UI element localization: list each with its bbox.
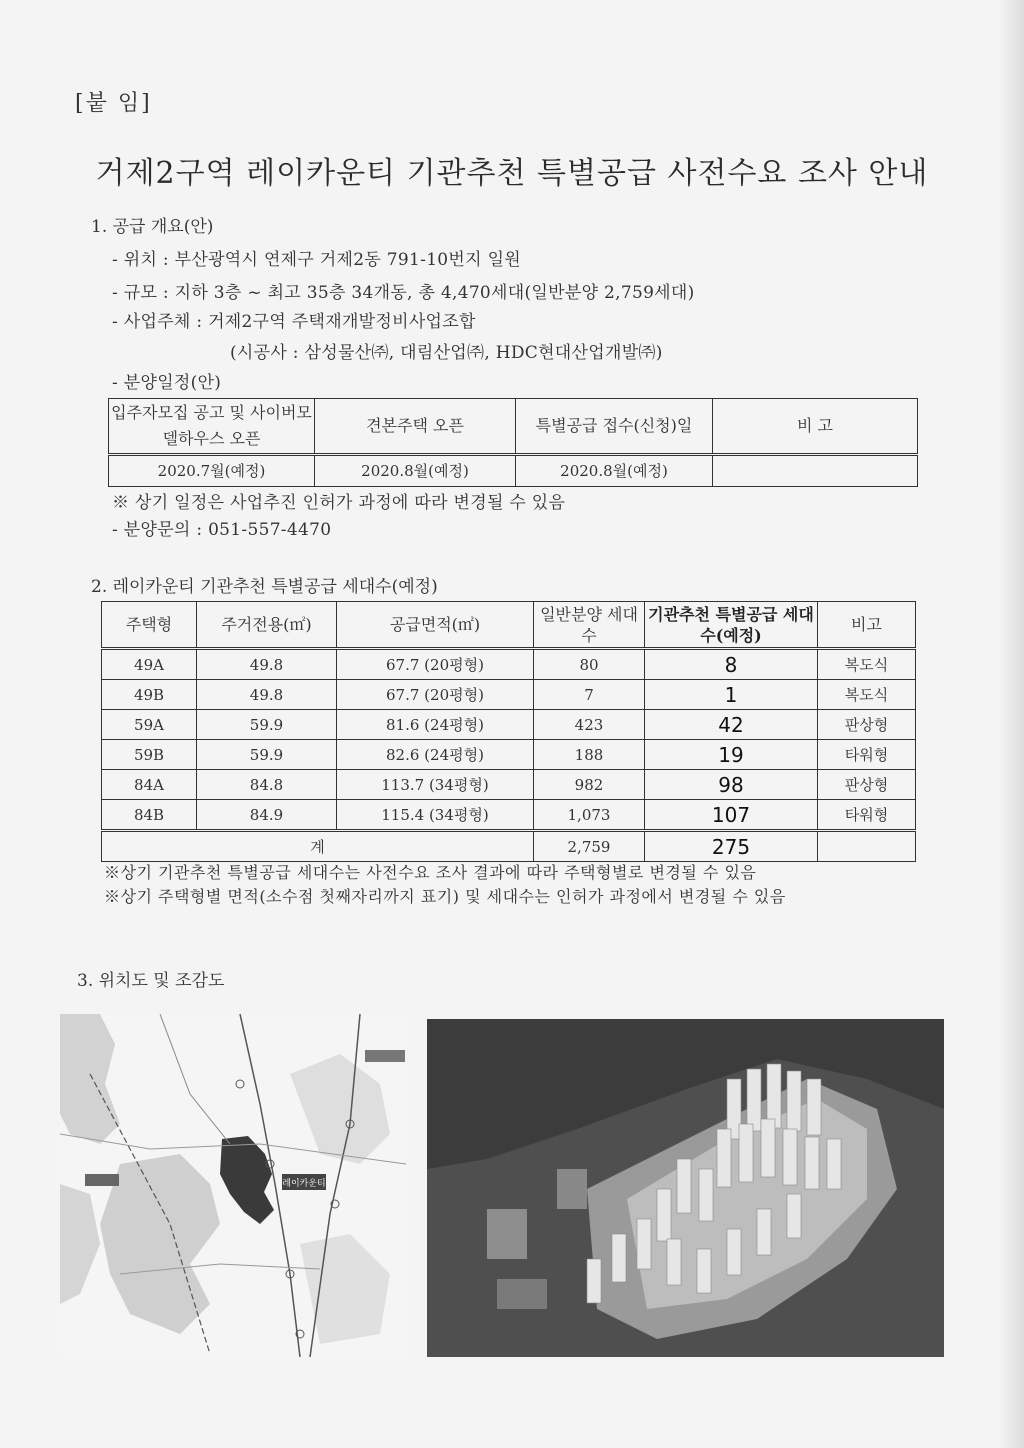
exclusive-area-cell: 59.9 xyxy=(197,710,337,740)
remark-cell: 타워형 xyxy=(818,800,916,831)
units-header-cell: 일반분양 세대수 xyxy=(534,602,645,649)
schedule-header-cell: 견본주택 오픈 xyxy=(315,399,516,455)
inquiry-line: - 분양문의 : 051-557-4470 xyxy=(112,520,332,540)
supply-area-cell: 82.6 (24평형) xyxy=(337,740,534,770)
total-special-cell: 275 xyxy=(645,831,818,862)
schedule-header-cell: 비 고 xyxy=(713,399,918,455)
schedule-value-row xyxy=(109,455,918,487)
supply-area-cell: 67.7 (20평형) xyxy=(337,680,534,710)
section2-heading: 2. 레이카운티 기관추천 특별공급 세대수(예정) xyxy=(91,577,438,597)
general-count-cell: 80 xyxy=(534,649,645,680)
units-header-cell: 비고 xyxy=(818,602,916,649)
schedule-header-row xyxy=(109,399,918,455)
scan-edge-shadow xyxy=(998,0,1024,1448)
remark-cell: 복도식 xyxy=(818,680,916,710)
schedule-header-cell: 특별공급 접수(신청)일 xyxy=(516,399,713,455)
total-label-cell: 계 xyxy=(102,831,534,862)
special-count-cell: 107 xyxy=(645,800,818,831)
special-count-cell: 98 xyxy=(645,770,818,800)
units-header-cell: 주택형 xyxy=(102,602,197,649)
schedule-value-cell: 2020.8월(예정) xyxy=(516,455,713,487)
schedule-value-cell xyxy=(713,455,918,487)
total-row xyxy=(102,831,916,862)
schedule-value-cell: 2020.7월(예정) xyxy=(109,455,315,487)
document-title: 거제2구역 레이카운티 기관추천 특별공급 사전수요 조사 안내 xyxy=(95,156,929,191)
table-row xyxy=(102,740,916,770)
general-count-cell: 982 xyxy=(534,770,645,800)
type-cell: 59B xyxy=(102,740,197,770)
total-remark-cell xyxy=(818,831,916,862)
contractor-line: (시공사 : 삼성물산㈜, 대림산업㈜, HDC현대산업개발㈜) xyxy=(230,343,663,363)
table-row xyxy=(102,710,916,740)
units-note-1: ※상기 기관추천 특별공급 세대수는 사전수요 조사 결과에 따라 주택형별로 변경될 수 있음 xyxy=(104,863,757,882)
remark-cell: 판상형 xyxy=(818,710,916,740)
general-count-cell: 423 xyxy=(534,710,645,740)
scale-line: - 규모 : 지하 3층 ~ 최고 35층 34개동, 총 4,470세대(일반분양 2,759세대) xyxy=(112,283,695,303)
schedule-heading: - 분양일정(안) xyxy=(112,373,222,393)
operator-line: - 사업주체 : 거제2구역 주택재개발정비사업조합 xyxy=(112,312,476,332)
type-cell: 49A xyxy=(102,649,197,680)
supply-area-cell: 81.6 (24평형) xyxy=(337,710,534,740)
type-cell: 59A xyxy=(102,710,197,740)
type-cell: 84B xyxy=(102,800,197,831)
attachment-label: [붙 임] xyxy=(75,91,152,116)
location-map xyxy=(60,1014,406,1357)
special-count-cell: 8 xyxy=(645,649,818,680)
exclusive-area-cell: 84.8 xyxy=(197,770,337,800)
map-highlight-label: 레이카운티 xyxy=(282,1179,326,1189)
general-count-cell: 188 xyxy=(534,740,645,770)
location-map-graphic xyxy=(60,1014,406,1357)
schedule-table xyxy=(108,398,918,487)
general-count-cell: 7 xyxy=(534,680,645,710)
supply-area-cell: 115.4 (34평형) xyxy=(337,800,534,831)
table-row xyxy=(102,649,916,680)
exclusive-area-cell: 59.9 xyxy=(197,740,337,770)
units-header-row xyxy=(102,602,916,649)
units-header-cell: 주거전용(㎡) xyxy=(197,602,337,649)
aerial-rendering-graphic xyxy=(427,1019,944,1357)
supply-area-cell: 113.7 (34평형) xyxy=(337,770,534,800)
general-count-cell: 1,073 xyxy=(534,800,645,831)
section3-heading: 3. 위치도 및 조감도 xyxy=(77,971,225,991)
aerial-rendering xyxy=(427,1019,944,1357)
remark-cell: 타워형 xyxy=(818,740,916,770)
special-count-cell: 19 xyxy=(645,740,818,770)
table-row xyxy=(102,770,916,800)
table-row xyxy=(102,680,916,710)
exclusive-area-cell: 49.8 xyxy=(197,680,337,710)
units-table xyxy=(101,601,916,862)
section1-heading: 1. 공급 개요(안) xyxy=(91,217,214,237)
units-header-cell: 기관추천 특별공급 세대수(예정) xyxy=(645,602,818,649)
exclusive-area-cell: 84.9 xyxy=(197,800,337,831)
type-cell: 84A xyxy=(102,770,197,800)
type-cell: 49B xyxy=(102,680,197,710)
schedule-header-cell: 입주자모집 공고 및 사이버모델하우스 오픈 xyxy=(109,399,315,455)
special-count-cell: 42 xyxy=(645,710,818,740)
units-note-2: ※상기 주택형별 면적(소수점 첫째자리까지 표기) 및 세대수는 인허가 과정에서 변경될 수 있음 xyxy=(104,887,786,906)
total-general-cell: 2,759 xyxy=(534,831,645,862)
schedule-note: ※ 상기 일정은 사업추진 인허가 과정에 따라 변경될 수 있음 xyxy=(112,493,566,513)
supply-area-cell: 67.7 (20평형) xyxy=(337,649,534,680)
schedule-value-cell: 2020.8월(예정) xyxy=(315,455,516,487)
remark-cell: 판상형 xyxy=(818,770,916,800)
remark-cell: 복도식 xyxy=(818,649,916,680)
location-line: - 위치 : 부산광역시 연제구 거제2동 791-10번지 일원 xyxy=(112,250,522,270)
units-header-cell: 공급면적(㎡) xyxy=(337,602,534,649)
special-count-cell: 1 xyxy=(645,680,818,710)
table-row xyxy=(102,800,916,831)
exclusive-area-cell: 49.8 xyxy=(197,649,337,680)
